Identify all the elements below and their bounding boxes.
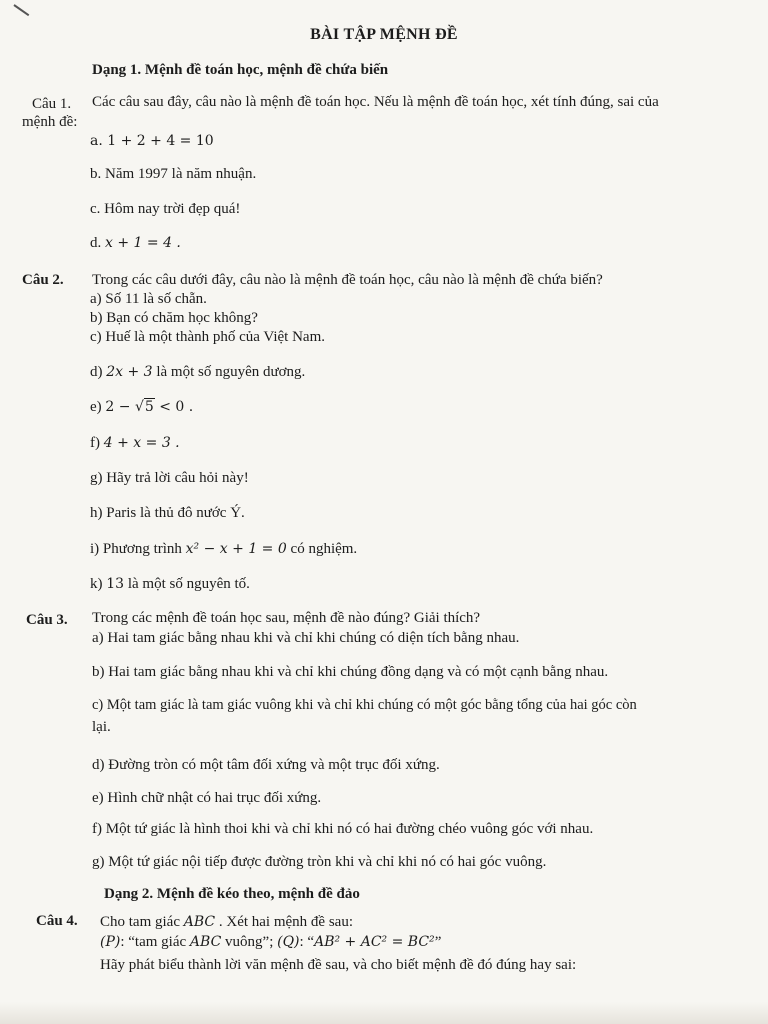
q2-e-math-2: < 0 . [154,399,194,415]
q3-item-f: f) Một tứ giác là hình thoi khi và chỉ khi nó có hai đường chéo vuông góc với nhau. [92,821,594,837]
q1-item-c: c. Hôm nay trời đẹp quá! [90,201,241,217]
q3-item-d: d) Đường tròn có một tâm đối xứng và một trục đối xứng. [92,757,440,773]
section-dang-1: Dạng 1. Mệnh đề toán học, mệnh đề chứa biến [92,62,389,78]
q2-d-suffix: là một số nguyên dương. [156,364,306,380]
q2-k-suffix: là một số nguyên tố. [127,576,250,592]
q2-item-b: b) Bạn có chăm học không? [90,310,258,326]
question-4-text [100,914,353,931]
q2-item-c: c) Huế là một thành phố của Việt Nam. [90,329,326,345]
q2-item-i [90,541,357,558]
question-1-label: Câu 1. [32,96,72,112]
q3-item-g: g) Một tứ giác nội tiếp được đường tròn khi và chỉ khi nó có hai góc vuông. [92,854,547,870]
q3-item-e: e) Hình chữ nhật có hai trục đối xứng. [92,790,322,806]
question-3-text: Trong các mệnh đề toán học sau, mệnh đề nào đúng? Giải thích? [92,610,481,626]
q2-e-sqrt: 5 [144,399,154,415]
q2-e-prefix: e) [90,399,102,415]
q2-i-prefix: i) Phương trình [90,541,182,557]
question-1-text: Các câu sau đây, câu nào là mệnh đề toán học. Nếu là mệnh đề toán học, xét tính đúng, sai của [92,94,659,110]
q3-item-b: b) Hai tam giác bằng nhau khi và chỉ khi chúng đồng dạng và có một cạnh bằng nhau. [92,664,609,680]
q2-d-prefix: d) [90,364,103,380]
q3-item-c: c) Một tam giác là tam giác vuông khi và chỉ khi chúng có một góc bằng tổng của hai góc còn [92,697,637,713]
q1-item-b: b. Năm 1997 là năm nhuận. [90,166,257,182]
q2-item-h: h) Paris là thủ đô nước Ý. [90,505,245,521]
q4-p-text: : “tam giác [120,934,187,950]
page-bottom-shadow [0,1002,768,1024]
q4-text-suffix: . Xét hai mệnh đề sau: [218,914,353,930]
q2-item-d [90,364,305,381]
q2-f-prefix: f) [90,435,100,451]
sqrt-sign: √ [134,399,144,415]
q4-q-label: (Q) [277,934,300,950]
q2-item-k [90,576,250,593]
q4-q-text: : “ [299,934,315,950]
page-title: BÀI TẬP MỆNH ĐỀ [310,26,458,43]
question-4-label: Câu 4. [36,913,78,929]
question-2-text: Trong các câu dưới đây, câu nào là mệnh đề toán học, câu nào là mệnh đề chứa biến? [92,272,603,288]
q4-text-math: ABC [183,914,216,930]
question-2-label: Câu 2. [22,272,64,288]
section-dang-2: Dạng 2. Mệnh đề kéo theo, mệnh đề đảo [104,886,360,902]
q2-i-suffix: có nghiệm. [290,541,358,557]
q2-item-f [90,435,180,452]
q1-item-a: a. 1 + 2 + 4 = 10 [90,133,214,149]
q4-propositions [100,934,441,951]
scan-mark [13,4,29,16]
q1-d-math: x + 1 = 4 . [105,235,181,251]
question-1-text-cont: mệnh đề: [22,114,78,130]
q4-q-math: AB² + AC² = BC² [314,934,435,950]
q2-item-g: g) Hãy trả lời câu hỏi này! [90,470,249,486]
q2-k-math: 13 [106,576,125,592]
q4-q-end: ” [434,934,442,950]
q1-item-d [90,235,181,252]
q2-k-prefix: k) [90,576,103,592]
q4-text-prefix: Cho tam giác [100,914,180,930]
q3-item-c-cont: lại. [92,719,111,735]
q3-item-a: a) Hai tam giác bằng nhau khi và chỉ khi chúng có diện tích bằng nhau. [92,630,520,646]
q2-d-math: 2x + 3 [106,364,153,380]
q4-instruction: Hãy phát biểu thành lời văn mệnh đề sau, và cho biết mệnh đề đó đúng hay sai: [100,957,577,973]
q2-f-math: 4 + x = 3 . [103,435,180,451]
q4-p-math: ABC [189,934,222,950]
q2-item-a: a) Số 11 là số chẵn. [90,291,207,307]
q2-i-math: x² − x + 1 = 0 [185,541,287,557]
q2-e-math-1: 2 − [105,399,135,415]
q4-p-label: (P) [100,934,121,950]
q4-p-end: vuông”; [225,934,274,950]
question-3-label: Câu 3. [26,612,68,628]
q1-d-prefix: d. [90,235,102,251]
q2-item-e [90,399,193,416]
